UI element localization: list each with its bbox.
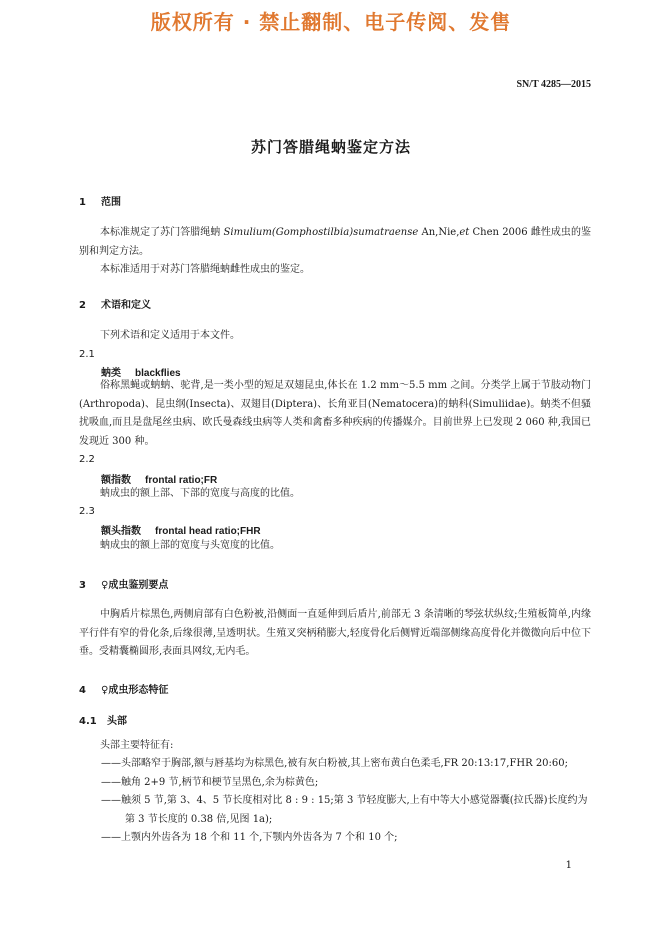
scope-text-a: 本标准规定了苏门答腊绳蚋 bbox=[100, 227, 224, 238]
scope-text-b: An,Nie, bbox=[418, 227, 460, 238]
list-item: ——头部略窄于胸部,额与唇基均为棕黑色,被有灰白粉被,其上密布黄白色柔毛,FR 20:13:17,FHR 20:60; bbox=[101, 758, 569, 769]
section-4-heading bbox=[79, 681, 168, 696]
et-al: et bbox=[459, 227, 470, 238]
terms-intro: 下列术语和定义适用于本文件。 bbox=[100, 330, 240, 341]
section-title: 范围 bbox=[101, 197, 121, 208]
term-chinese: 蚋类 bbox=[101, 368, 121, 379]
section-1-heading bbox=[79, 193, 121, 208]
head-features-list bbox=[101, 755, 591, 848]
term-english: blackflies bbox=[135, 368, 181, 379]
subsection-4-1-heading bbox=[79, 712, 127, 727]
copyright-watermark: 版权所有 · 禁止翻制、电子传阅、发售 bbox=[150, 10, 512, 34]
section-number: 4 bbox=[79, 685, 86, 696]
term-chinese: 额指数 bbox=[101, 475, 131, 486]
term-heading bbox=[101, 471, 217, 486]
subsection-number: 4.1 bbox=[79, 716, 97, 727]
term-number: 2.2 bbox=[79, 454, 95, 465]
list-item: ——触角 2+9 节,柄节和梗节呈黑色,余为棕黄色; bbox=[101, 776, 319, 788]
scientific-name: Simulium(Gomphostilbia)sumatraense bbox=[223, 227, 419, 238]
term-definition: 俗称黑蝇或蚋蚋、驼背,是一类小型的短足双翅昆虫,体长在 1.2 mm～5.5 mm 之间。分类学上属于节肢动物门(Arthropoda)、昆虫纲(Insecta)、双翅目(Diptera)、长角亚目(Nematocera)的蚋科(Simuliidae)。蚋类不但骚扰吸血,而且是盘尾丝虫病、欧氏曼森线虫病等人类和禽畜多种疾病的传播媒介。目前世界上已发现 2 060 种,我国已发现近 300 种。 bbox=[79, 380, 591, 447]
list-item: ——触须 5 节,第 3、4、5 节长度相对比 8 : 9 : 15;第 3 节轻度膨大,上有中等大小感觉器囊(拉氏器)长度约为第 3 节长度的 0.38 倍,见图 1a); bbox=[101, 795, 588, 825]
term-number: 2.3 bbox=[79, 506, 95, 517]
term-definition: 蚋成虫的额上部、下部的宽度与高度的比值。 bbox=[100, 488, 300, 499]
term-definition: 蚋成虫的额上部的宽度与头宽度的比值。 bbox=[100, 540, 280, 551]
section-2-heading bbox=[79, 296, 151, 311]
scope-applicability: 本标准适用于对苏门答腊绳蚋雌性成虫的鉴定。 bbox=[100, 264, 310, 275]
term-chinese: 额头指数 bbox=[101, 526, 141, 537]
document-title: 苏门答腊绳蚋鉴定方法 bbox=[250, 138, 411, 156]
section-title: ♀成虫鉴别要点 bbox=[101, 580, 169, 591]
term-number: 2.1 bbox=[79, 349, 95, 360]
section-number: 1 bbox=[79, 197, 86, 208]
page-number: 1 bbox=[565, 860, 572, 871]
section-title: 术语和定义 bbox=[101, 300, 151, 311]
subsection-title: 头部 bbox=[107, 716, 127, 727]
section-number: 3 bbox=[79, 580, 86, 591]
list-item: ——上颚内外齿各为 18 个和 11 个,下颚内外齿各为 7 个和 10 个; bbox=[101, 832, 398, 843]
section-number: 2 bbox=[79, 300, 86, 311]
identification-paragraph: 中胸盾片棕黑色,两侧肩部有白色粉被,沿侧面一直延伸到后盾片,前部无 3 条清晰的琴弦状纵纹;生殖板简单,内缘平行伴有窄的骨化条,后缘很薄,呈透明状。生殖叉突柄稍膨大,轻度骨化后侧臂近端部侧缘高度骨化并微微向后中位下垂。受精囊椭圆形,表面具网纹,无内毛。 bbox=[79, 609, 591, 657]
scope-text-c: Chen 2006 雌性成虫的鉴别和判定方法。 bbox=[79, 227, 591, 257]
section-title: ♀成虫形态特征 bbox=[101, 685, 169, 696]
term-english: frontal ratio;FR bbox=[145, 475, 218, 486]
scope-paragraph bbox=[79, 224, 591, 261]
term-heading bbox=[101, 522, 261, 537]
section-3-heading bbox=[79, 576, 168, 591]
head-features-intro: 头部主要特征有: bbox=[100, 740, 174, 751]
term-english: frontal head ratio;FHR bbox=[155, 526, 261, 537]
standard-code: SN/T 4285—2015 bbox=[516, 79, 591, 90]
